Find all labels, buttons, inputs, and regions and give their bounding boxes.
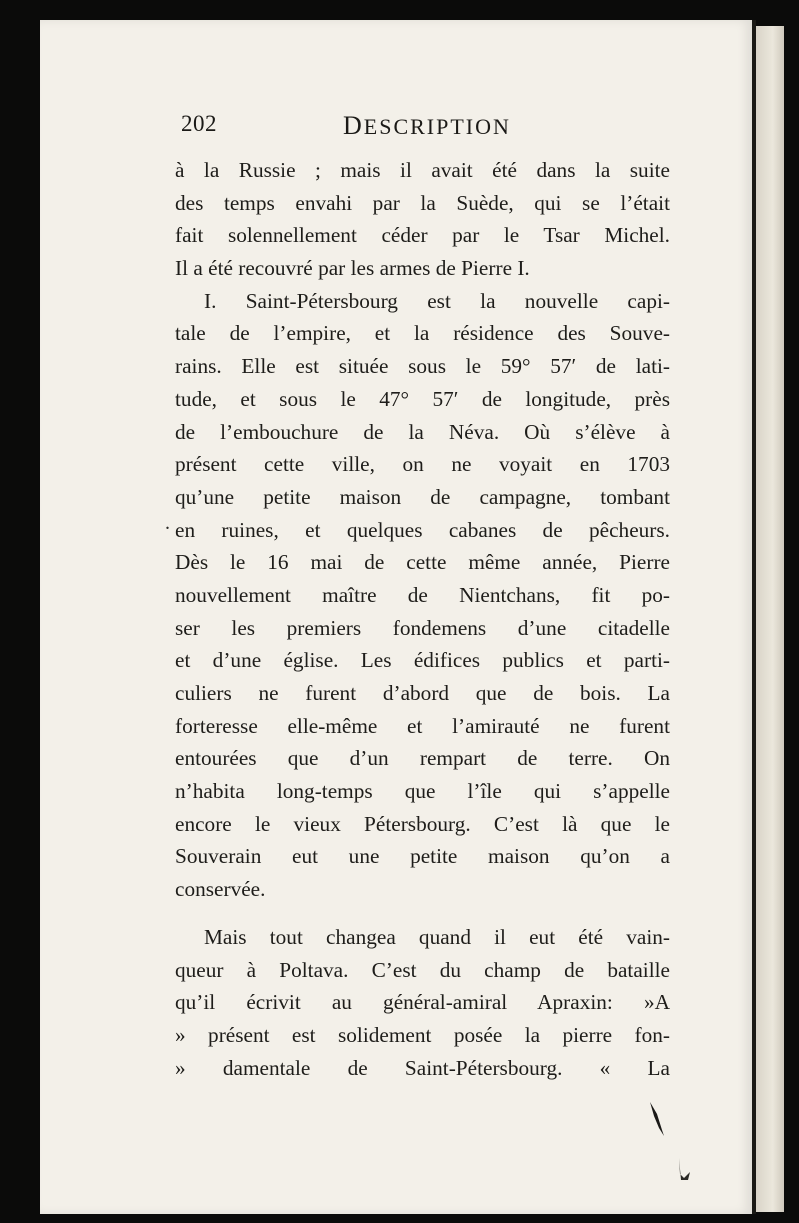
text-line: Il a été recouvré par les armes de Pierre I.	[175, 256, 530, 281]
ink-mark-small	[676, 1156, 694, 1182]
page-number: 202	[181, 111, 217, 136]
text-line: tude, et sous le 47° 57′ de longitude, près	[175, 386, 670, 411]
ink-mark	[648, 1100, 666, 1138]
text-line: qu’une petite maison de campagne, tombant	[175, 484, 670, 509]
text-line: I. Saint-Pétersbourg est la nouvelle capi-	[204, 288, 670, 313]
margin-dot: .	[165, 512, 170, 534]
text-line: Dès le 16 mai de cette même année, Pierre	[175, 550, 670, 575]
running-head	[343, 111, 511, 141]
text-line: forteresse elle-même et l’amirauté ne furent	[175, 713, 670, 738]
running-head-rest: ESCRIPTION	[363, 114, 511, 139]
paragraph-gap	[175, 906, 670, 921]
text-line: Mais tout changea quand il eut été vain-	[204, 924, 670, 949]
text-line: encore le vieux Pétersbourg. C’est là que le	[175, 811, 670, 836]
text-line: de l’embouchure de la Néva. Où s’élève à	[175, 419, 670, 444]
text-line: et d’une église. Les édifices publics et parti-	[175, 648, 670, 673]
text-line: » présent est solidement posée la pierre fon-	[175, 1022, 670, 1047]
running-head-initial: D	[343, 111, 364, 140]
text-line: en ruines, et quelques cabanes de pêcheurs.	[175, 517, 670, 542]
text-line: queur à Poltava. C’est du champ de bataille	[175, 957, 670, 982]
text-line: qu’il écrivit au général-amiral Apraxin: »A	[175, 990, 670, 1015]
text-line: entourées que d’un rempart de terre. On	[175, 746, 670, 771]
text-line: des temps envahi par la Suède, qui se l’était	[175, 190, 670, 215]
text-line: conservée.	[175, 877, 266, 902]
text-line: n’habita long-temps que l’île qui s’appelle	[175, 779, 670, 804]
text-line: Souverain eut une petite maison qu’on a	[175, 844, 670, 869]
text-line: tale de l’empire, et la résidence des Souve-	[175, 321, 670, 346]
text-line: culiers ne furent d’abord que de bois. La	[175, 681, 670, 705]
text-line: présent cette ville, on ne voyait en 1703	[175, 452, 670, 477]
text-line: fait solennellement céder par le Tsar Michel.	[175, 223, 670, 248]
text-line: à la Russie ; mais il avait été dans la suite	[175, 158, 670, 182]
body-text	[175, 154, 670, 1084]
next-page-edge	[756, 26, 784, 1212]
text-line: ser les premiers fondemens d’une citadelle	[175, 615, 670, 640]
text-line: » damentale de Saint-Pétersbourg. « La	[175, 1055, 670, 1080]
text-line: nouvellement maître de Nientchans, fit po-	[175, 582, 670, 607]
text-line: rains. Elle est située sous le 59° 57′ de lati-	[175, 354, 670, 379]
page-header	[181, 111, 661, 141]
